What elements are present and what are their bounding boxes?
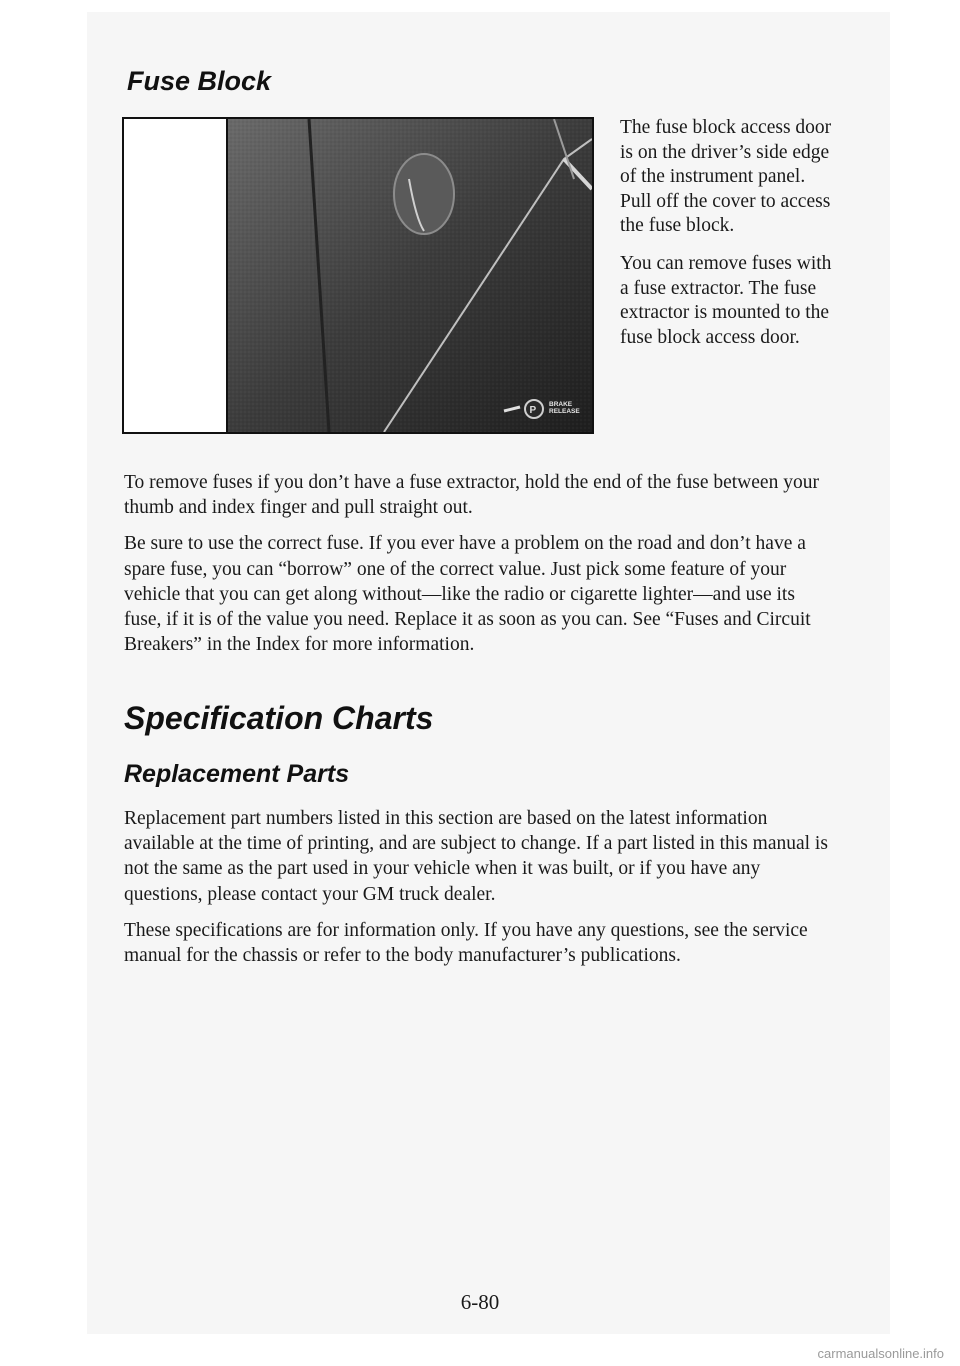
paragraph: To remove fuses if you don’t have a fuse extractor, hold the end of the fuse between your thumb and index finger and pull straight out. [124,472,819,519]
replacement-parts-heading: Replacement Parts [124,760,350,788]
page-number: 6-80 [460,1290,500,1314]
svg-text:P: P [529,405,537,416]
instrument-panel-illustration [124,119,592,432]
bottom-watermark: carmanualsonline.info [817,1346,944,1361]
paragraph: You can remove fuses with a fuse extractor. The fuse extractor is mounted to the fuse block access door. [620,252,832,348]
specification-charts-heading: Specification Charts [124,700,434,736]
paragraph: Be sure to use the correct fuse. If you ever have a problem on the road and don’t have a spare fuse, you can “borrow” one of the correct value. Just pick some feature of your vehicle that you can get along without—like the radio or cigarette lighter—and use its fuse, if it is of the value you need. Replace it as soon as you can. See “Fuses and Circuit Breakers” in the Index for more information. [124,533,811,656]
fuse-block-side-text [620,116,835,363]
fuse-block-body [124,470,834,668]
brake-label-1: BRAKE [549,401,573,408]
brake-label-2: RELEASE [549,408,580,415]
paragraph: The fuse block access door is on the driver’s side edge of the instrument panel. Pull off the cover to access the fuse block. [620,117,832,237]
replacement-parts-body [124,806,834,979]
fuse-block-heading: Fuse Block [127,66,272,96]
access-door-notch [394,154,454,234]
paragraph: These specifications are for information only. If you have any questions, see the service manual for the chassis or refer to the body manufacturer’s publications. [124,919,808,967]
fuse-block-photo [122,117,594,434]
paragraph: Replacement part numbers listed in this section are based on the latest information available at the time of printing, and are subject to change. If a part listed in this manual is not the same as the part used in your vehicle when it was built, or if you have any questions, please contact your GM truck dealer. [124,808,828,905]
